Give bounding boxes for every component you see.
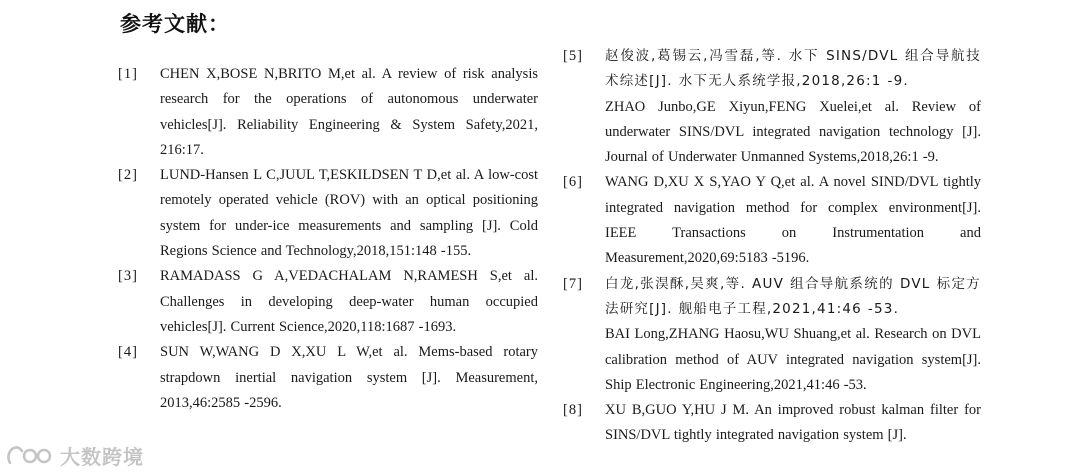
reference-6	[563, 170, 981, 271]
reference-3	[118, 264, 538, 340]
reference-number: [7]	[563, 275, 583, 292]
references-left-column	[118, 62, 538, 416]
reference-7	[563, 272, 981, 398]
reference-text-english: ZHAO Junbo,GE Xiyun,FENG Xuelei,et al. Review of underwater SINS/DVL integrated navigation technology [J]. Journal of Underwater Unmanned Systems,2018,26:1 -9.	[605, 98, 981, 166]
reference-number: [1]	[118, 66, 138, 82]
reference-number: [3]	[118, 268, 138, 285]
reference-number: [6]	[563, 174, 583, 191]
reference-1	[118, 62, 538, 163]
reference-8	[563, 398, 981, 449]
reference-text-chinese: 赵俊波,葛锡云,冯雪磊,等. 水下 SINS/DVL 组合导航技术综述[J]. 水下无人系统学报,2018,26:1 -9.	[605, 48, 981, 90]
reference-text-english: XU B,GUO Y,HU J M. An improved robust kalman filter for SINS/DVL tightly integrated navigation system [J].	[605, 402, 981, 444]
reference-4	[118, 340, 538, 416]
watermark	[4, 441, 144, 470]
reference-5	[563, 44, 981, 170]
reference-number: [2]	[118, 167, 138, 184]
references-right-column	[563, 44, 981, 449]
reference-text: SUN W,WANG D X,XU L W,et al. Mems-based rotary strapdown inertial navigation system [J]. Measurement, 2013,46:2585 -2596.	[160, 344, 538, 411]
reference-text-english: BAI Long,ZHANG Haosu,WU Shuang,et al. Research on DVL calibration method of AUV integrated navigation system[J]. Ship Electronic Engineering,2021,41:46 -53.	[605, 326, 981, 393]
reference-text-chinese: 白龙,张淏酥,吴爽,等. AUV 组合导航系统的 DVL 标定方法研究[J]. 舰船电子工程,2021,41:46 -53.	[605, 275, 981, 317]
reference-number: [8]	[563, 402, 583, 419]
watermark-text: 大数跨境	[60, 445, 144, 469]
reference-2	[118, 163, 538, 264]
references-heading: 参考文献：	[120, 12, 230, 36]
reference-number: [5]	[563, 48, 583, 64]
reference-text: CHEN X,BOSE N,BRITO M,et al. A review of risk analysis research for the operations of autonomous underwater vehicles[J]. Reliability Engineering & System Safety,2021, 216:17.	[160, 66, 538, 158]
reference-text: RAMADASS G A,VEDACHALAM N,RAMESH S,et al. Challenges in developing deep-water human occupied vehicles[J]. Current Science,2020,118:1687 -1693.	[160, 268, 538, 335]
reference-text: LUND-Hansen L C,JUUL T,ESKILDSEN T D,et al. A low-cost remotely operated vehicle (ROV) with an optical positioning system for under-ice measurements and sampling [J]. Cold Regions Science and Technology,2018,151:148 -155.	[160, 167, 538, 260]
brand-logo-icon	[4, 443, 54, 469]
reference-number: [4]	[118, 344, 138, 361]
reference-text-english: WANG D,XU X S,YAO Y Q,et al. A novel SIND/DVL tightly integrated navigation method for complex environment[J]. IEEE Transactions on Instrumentation and Measurement,2020,69:5183 -5196.	[605, 174, 981, 267]
